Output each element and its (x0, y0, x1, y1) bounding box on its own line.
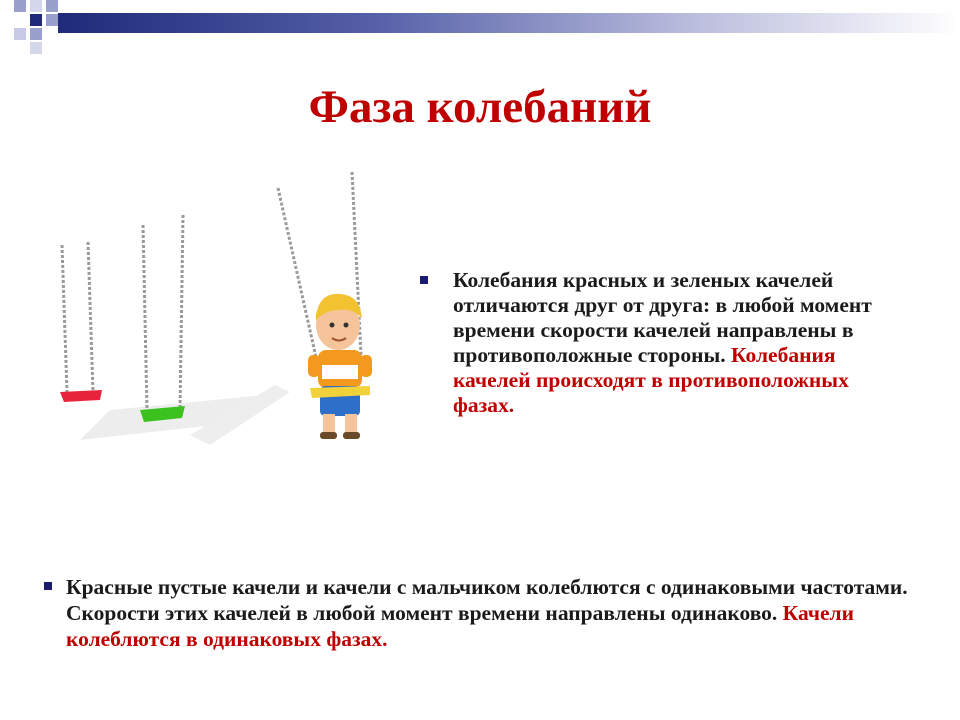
square-bullet-icon (44, 582, 52, 590)
bullet1-highlight: Колебания качелей происходят в противоположных фазах. (453, 343, 849, 417)
bullet-opposite-phases (453, 268, 913, 418)
square-bullet-icon (420, 276, 428, 284)
bullet1-text: Колебания красных и зеленых качелей отличаются друг от друга: в любой момент времени скорости качелей направлены в противоположные стороны. (453, 268, 872, 367)
top-gradient-bar (58, 13, 960, 33)
bullet2-highlight: Качели колеблются в одинаковых фазах. (66, 601, 854, 651)
swings-boy-illustration (40, 160, 430, 470)
bullet-same-phases (66, 574, 926, 652)
bullet2-text: Красные пустые качели и качели с мальчиком колеблются с одинаковыми частотами. Скорости этих качелей в любой момент времени направлены одинаково. (66, 575, 908, 625)
slide-title: Фаза колебаний (308, 81, 652, 133)
